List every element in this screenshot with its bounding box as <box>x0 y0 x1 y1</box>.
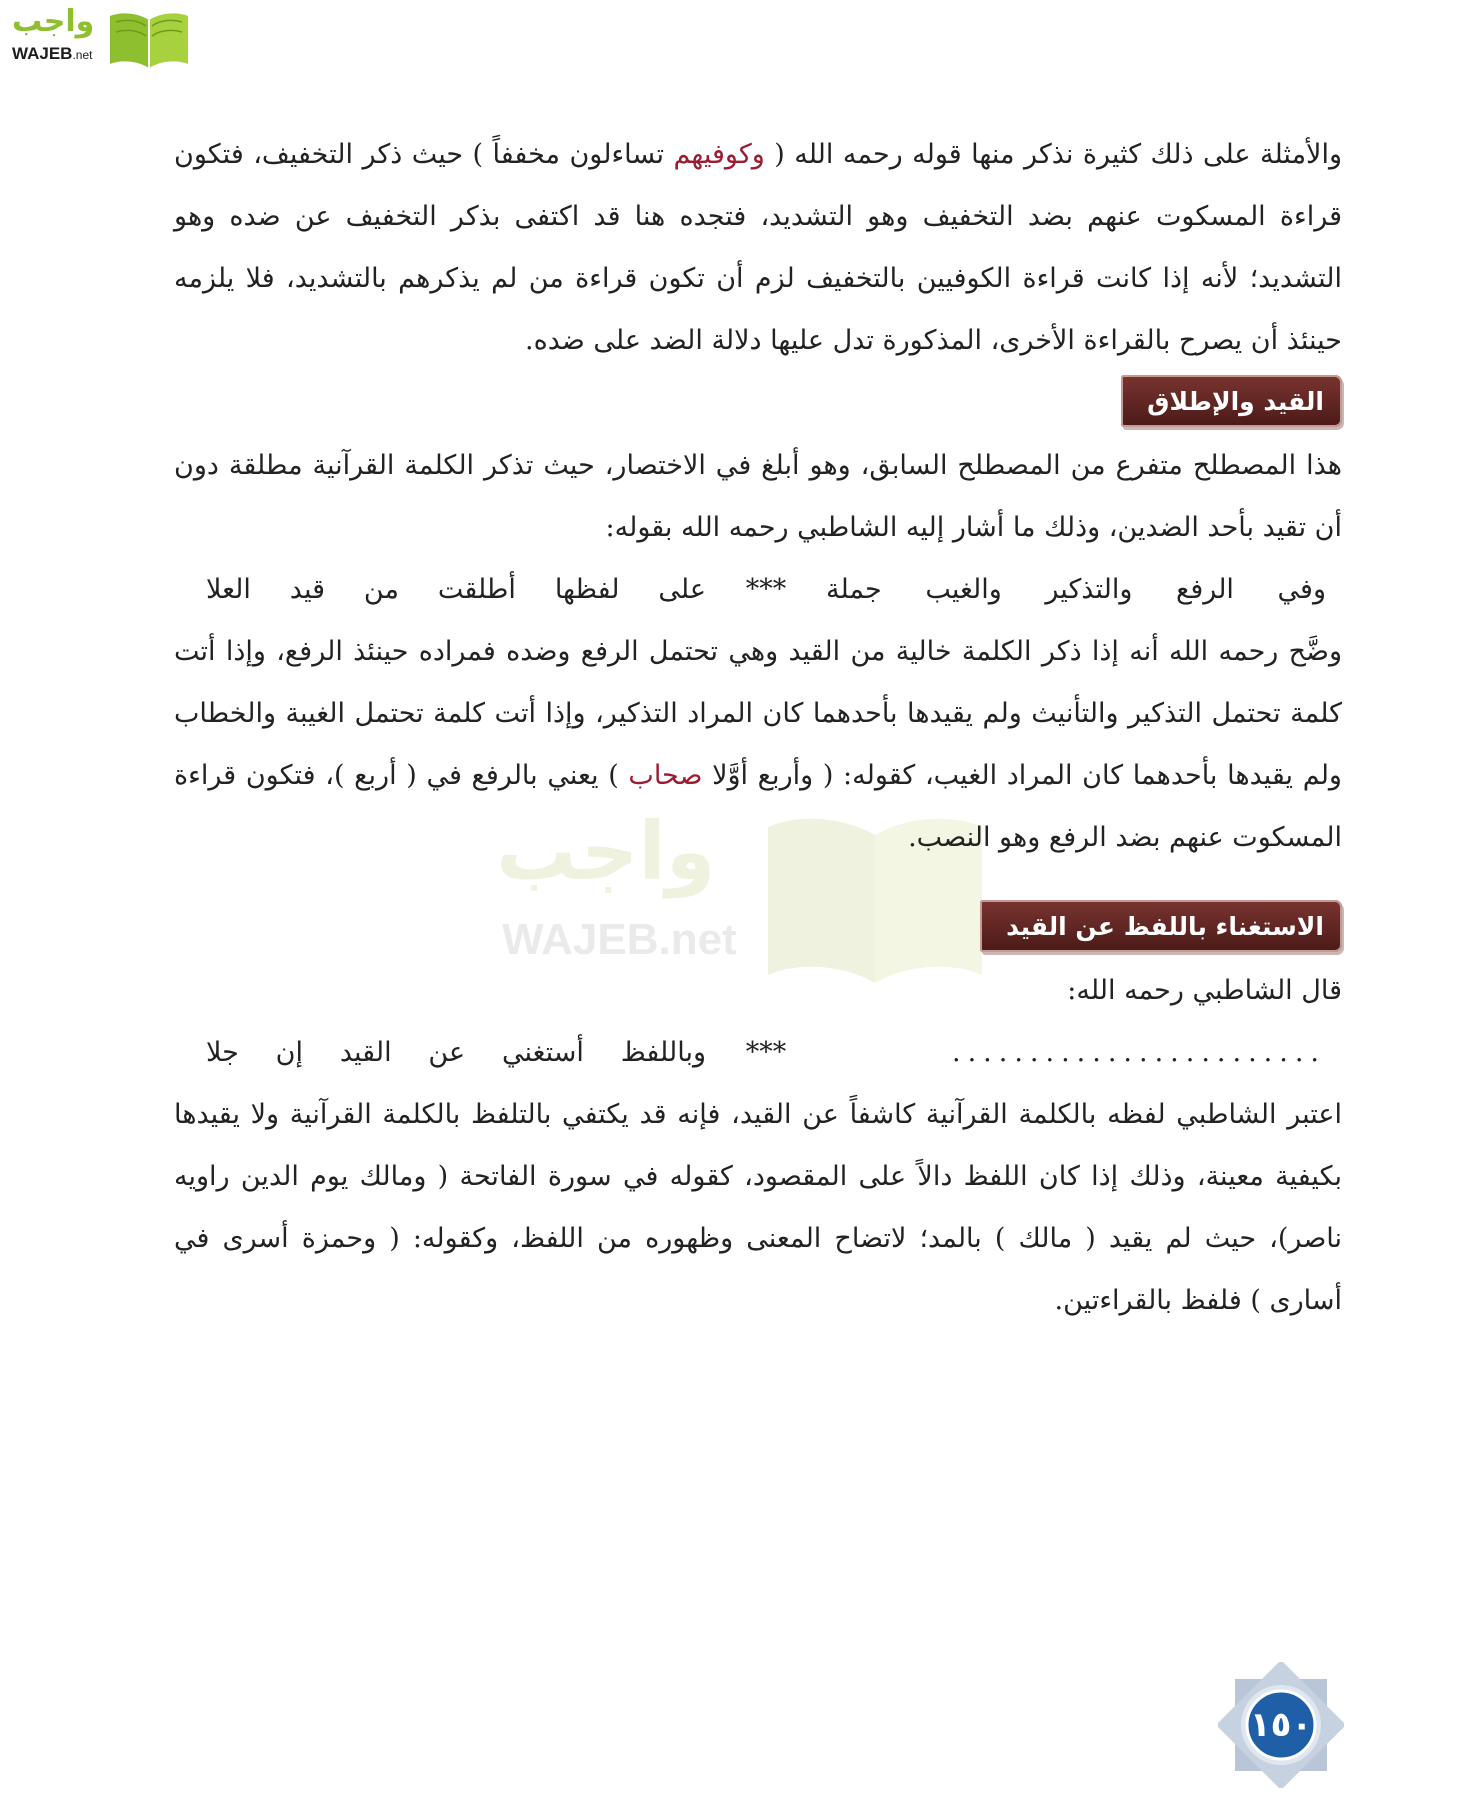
site-logo[interactable] <box>10 4 190 70</box>
page-number: ١٥٠ <box>1249 1705 1313 1745</box>
verse-separator: *** <box>745 1037 787 1068</box>
poem-verse <box>174 1022 1342 1084</box>
verse-first-hemistich: ........................ <box>952 1037 1326 1068</box>
paragraph-pronunciation-explanation: اعتبر الشاطبي لفظه بالكلمة القرآنية كاشفاً عن القيد، فإنه قد يكتفي بالتلفظ بالكلمة القرآنية ولا يقيدها بكيفية معينة، وذلك إذا كان اللفظ دالاً على المقصود، كقوله في سورة الفاتحة ( ومالك يوم الدين راويه ناصر)، حيث لم يقيد ( مالك ) بالمد؛ لاتضاح المعنى وظهوره من اللفظ، وكقوله: ( وحمزة أسرى في أسارى ) فلفظ بالقراءتين. <box>174 1099 1342 1316</box>
watermark-arabic: واجب <box>496 805 716 898</box>
paragraph-shatibi-quote: قال الشاطبي رحمه الله: <box>1067 975 1342 1006</box>
verse-first-hemistich: وفي الرفع والتذكير والغيب جملة <box>826 574 1326 605</box>
paragraph-restriction-explanation: وضَّح رحمه الله أنه إذا ذكر الكلمة خالية من القيد وهي تحتمل الرفع وضده فمراده حينئذ الرفع، وإذا أتت كلمة تحتمل التذكير والتأنيث ولم يقيدها بأحدهما كان المراد التذكير، وإذا أتت كلمة تحتمل الغيبة والخطاب ولم يقيدها بأحدهما كان المراد الغيب، كقوله: ( وأربع أوَّلا صحاب ) يعني بالرفع في ( أربع )، فتكون قراءة المسكوت عنهم بضد الرفع وهو النصب. <box>174 636 1342 853</box>
poem-verse <box>174 559 1342 621</box>
page-content <box>174 124 1342 1332</box>
highlight-word: وكوفيهم <box>673 139 765 170</box>
section-heading-pronunciation: الاستغناء باللفظ عن القيد <box>980 900 1342 952</box>
paragraph-examples: والأمثلة على ذلك كثيرة نذكر منها قوله رحمه الله ( وكوفيهم تساءلون مخففاً ) حيث ذكر التخفيف، فتكون قراءة المسكوت عنهم بضد التخفيف وهو التشديد، فتجده هنا قد اكتفى بذكر التخفيف عن ضده وهو التشديد؛ لأنه إذا كانت قراءة الكوفيين بالتخفيف لزم أن تكون قراءة من لم يذكرهم بالتشديد، فلا يلزمه حينئذ أن يصرح بالقراءة الأخرى، المذكورة تدل عليها دلالة الضد على ضده. <box>174 139 1342 356</box>
paragraph-restriction-intro: هذا المصطلح متفرع من المصطلح السابق، وهو أبلغ في الاختصار، حيث تذكر الكلمة القرآنية مطلقة دون أن تقيد بأحد الضدين، وذلك ما أشار إليه الشاطبي رحمه الله بقوله: <box>174 450 1342 543</box>
logo-arabic-text: واجب <box>12 4 95 39</box>
verse-second-hemistich: على لفظها أطلقت من قيد العلا <box>206 574 706 605</box>
highlight-word: صحاب <box>628 760 703 791</box>
verse-second-hemistich: وباللفظ أستغني عن القيد إن جلا <box>206 1037 706 1068</box>
section-heading-restriction: القيد والإطلاق <box>1121 375 1342 427</box>
book-icon <box>106 8 192 70</box>
watermark-latin: WAJEB.net <box>502 915 737 964</box>
logo-latin-text: WAJEB.net <box>12 44 93 63</box>
verse-separator: *** <box>745 574 787 605</box>
